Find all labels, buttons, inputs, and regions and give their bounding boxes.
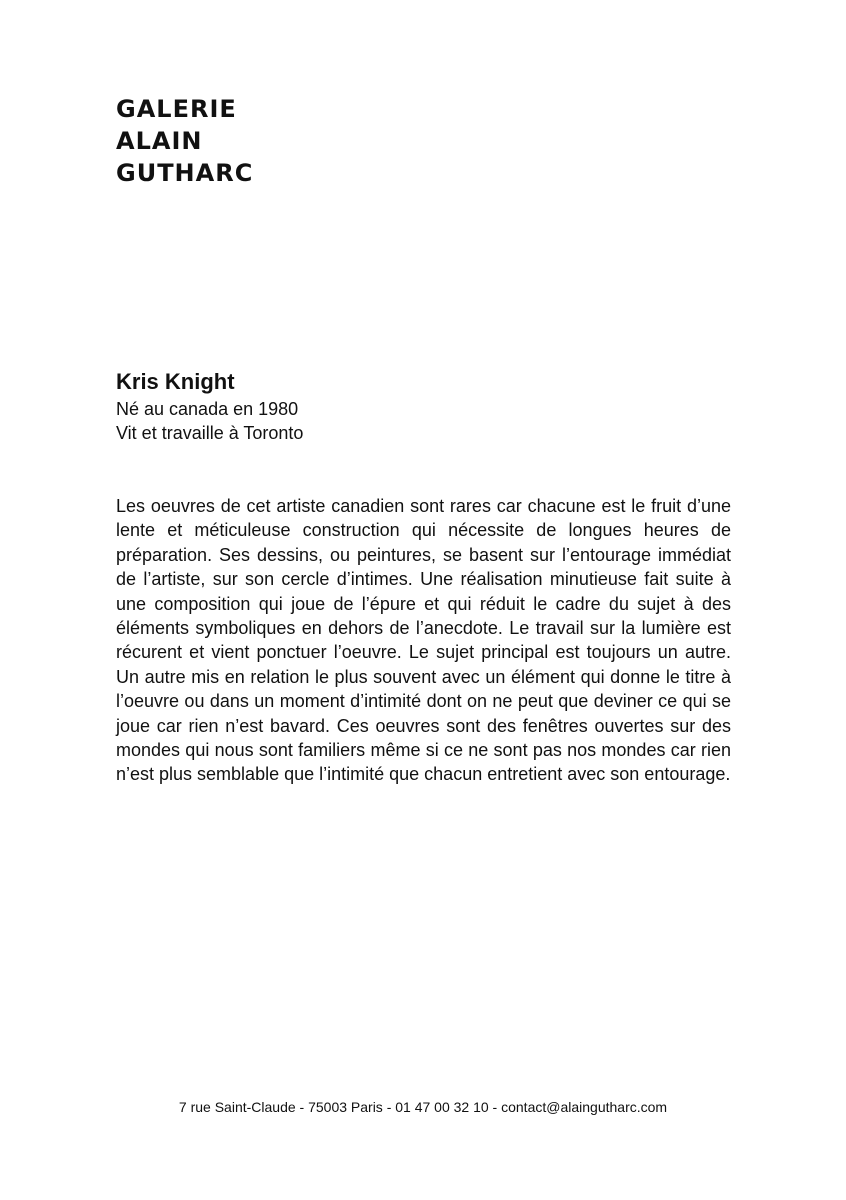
artist-biography: Les oeuvres de cet artiste canadien sont rares car chacune est le fruit d’une lente et méticuleuse construction qui nécessite de longues heures de préparation. Ses dessins, ou peintures, se basent sur l’entourage immédiat de l’artiste, sur son cercle d’intimes. Une réalisation minutieuse fait suite à une composition qui joue de l’épure et qui réduit le cadre du sujet à des éléments symboliques en dehors de l’anecdote. Le travail sur la lumière est récurent et vient ponctuer l’oeuvre. Le sujet principal est toujours un autre. Un autre mis en relation le plus souvent avec un élément qui donne le titre à l’oeuvre ou dans un moment d’intimité dont on ne peut que deviner ce qui se joue car rien n’est bavard. Ces oeuvres sont des fenêtres ouvertes sur des mondes qui nous sont familiers même si ce ne sont pas nos mondes car rien n’est plus semblable que l’intimité que chacun entretient avec son entourage.: [116, 496, 731, 785]
gallery-name-line-3: GUTHARC: [116, 159, 254, 187]
artist-residence: Vit et travaille à Toronto: [116, 423, 304, 443]
gallery-name-line-1: GALERIE: [116, 95, 237, 123]
gallery-logo: [116, 93, 253, 189]
artist-name: Kris Knight: [116, 369, 235, 394]
artist-birth: Né au canada en 1980: [116, 399, 299, 419]
artist-header: [116, 367, 736, 445]
gallery-name-line-2: ALAIN: [116, 127, 203, 155]
footer-contact: 7 rue Saint-Claude - 75003 Paris - 01 47 00 32 10 - contact@alaingutharc.com: [178, 1099, 668, 1115]
